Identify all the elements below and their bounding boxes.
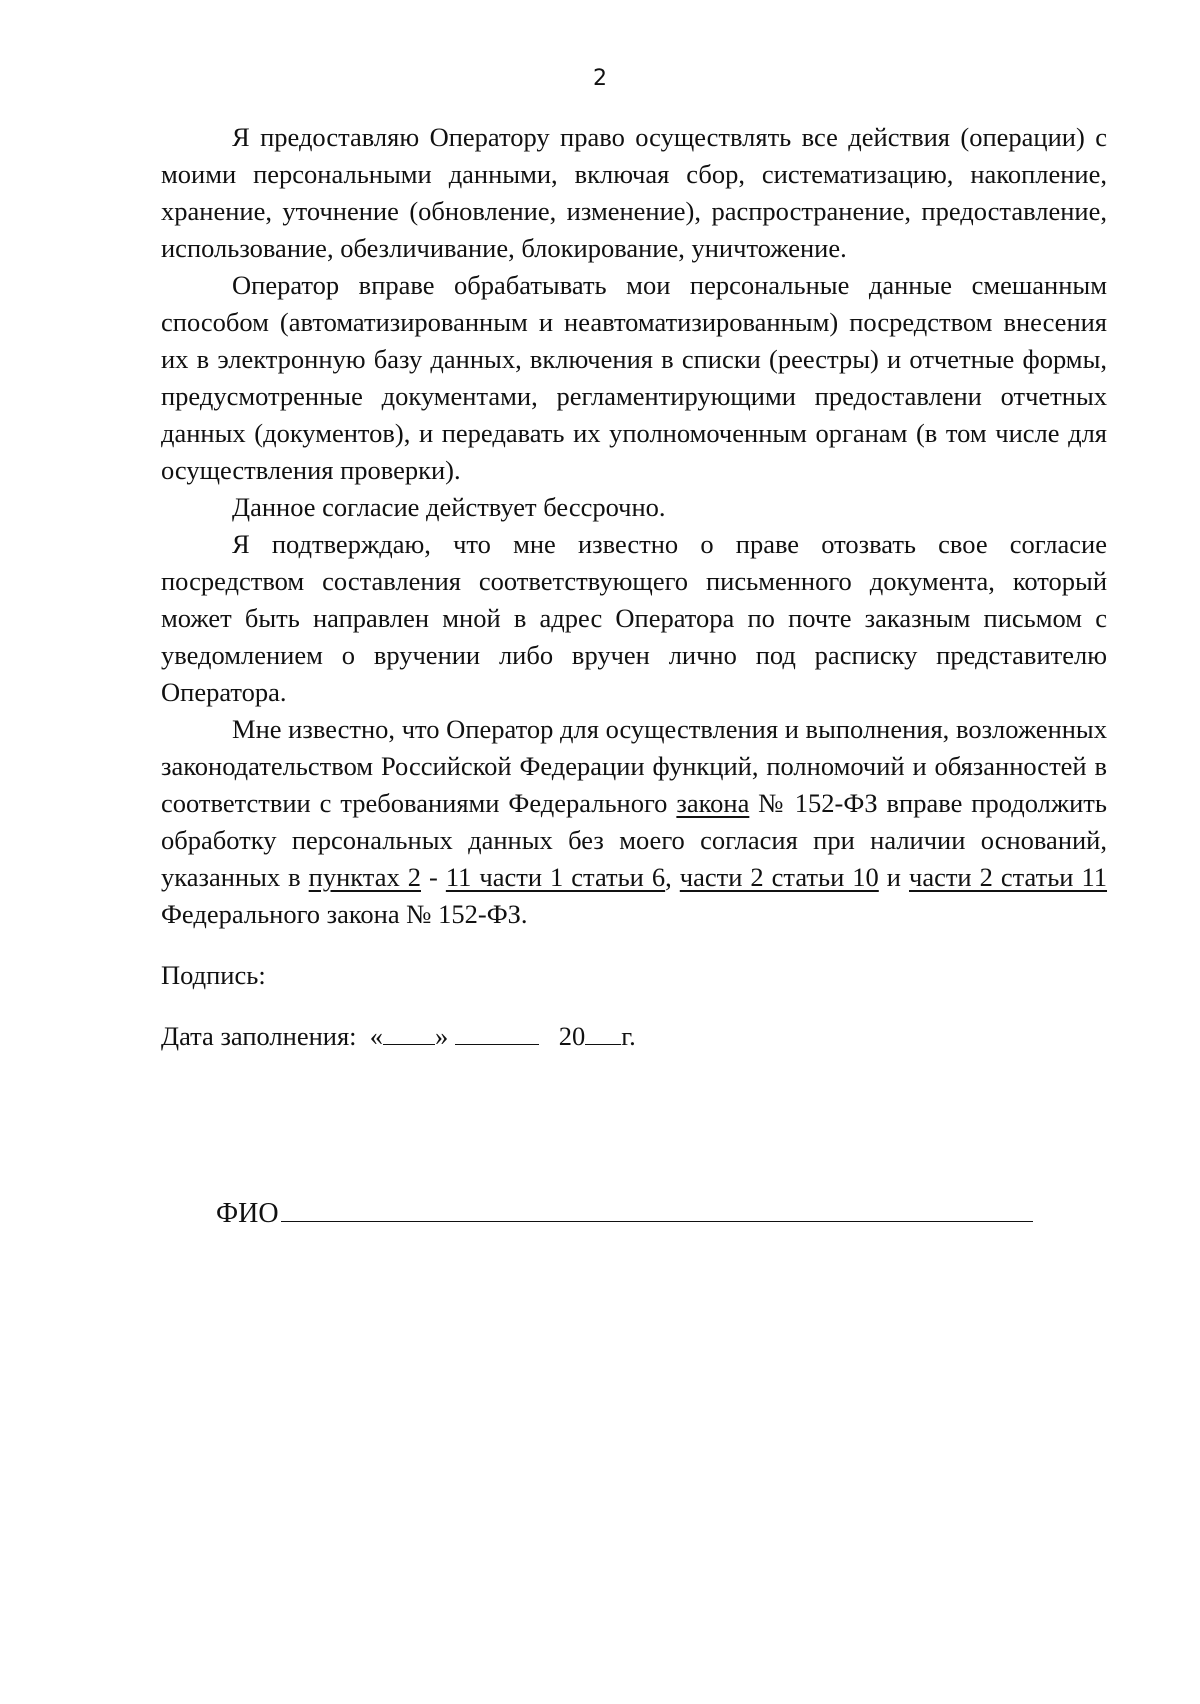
law-link[interactable]: закона [676, 788, 750, 818]
legal-basis-text: и [878, 862, 909, 892]
article-10-link[interactable]: части 2 статьи 10 [679, 862, 879, 892]
year-century: 20 [558, 1021, 586, 1051]
document-body [161, 119, 1107, 1055]
signature-label: Подпись: [161, 960, 266, 990]
clauses-link[interactable]: пунктах 2 [308, 862, 421, 892]
fill-date-line [161, 1018, 1107, 1055]
fio-blank-field[interactable] [281, 1197, 1033, 1222]
legal-basis-text: , [665, 862, 680, 892]
legal-basis-text: - [421, 862, 446, 892]
article-11-link[interactable]: части 2 статьи 11 [909, 862, 1108, 892]
paragraph-legal-basis [161, 711, 1107, 933]
paragraph-processing-method: Оператор вправе обрабатывать мои персональные данные смешанным способом (автоматизированным и неавтоматизированным) посредством внесения их в электронную базу данных, включения в списки (реестры) и отчетные формы, предусмотренные документами, регламентирующими предоставлени отчетных данных (документов), и передавать их уполномоченным органам (в том числе для осуществления проверки). [161, 270, 1107, 485]
paragraph-validity: Данное согласие действует бессрочно. [232, 492, 666, 522]
year-suffix: г. [621, 1021, 636, 1051]
paragraph-withdrawal: Я подтверждаю, что мне известно о праве отозвать свое согласие посредством составления соответствующего письменного документа, который может быть направлен мной в адрес Оператора по почте заказным письмом с уведомлением о вручении либо вручен лично под расписку представителю Оператора. [161, 529, 1107, 707]
page-number: 2 [593, 66, 607, 91]
paragraph-consent-actions: Я предоставляю Оператору право осуществлять все действия (операции) с моими персональными данными, включая сбор, систематизацию, накопление, хранение, уточнение (обновление, изменение), распространение, предоставление, использование, обезличивание, блокирование, уничтожение. [161, 122, 1107, 263]
signature-line [161, 957, 1107, 994]
fill-date-label: Дата заполнения: [161, 1021, 357, 1051]
legal-basis-text: № 152-ФЗ вправе продолжить обработку персональных данных без моего согласия при наличии оснований, указанных в [161, 788, 1107, 892]
close-quote: » [435, 1021, 449, 1051]
fio-line [216, 1197, 1033, 1230]
article-6-link[interactable]: 11 части 1 статьи 6 [445, 862, 666, 892]
legal-basis-text: Мне известно, что Оператор для осуществления и выполнения, возложенных законодательством Российской Федерации функций, полномочий и обязанностей в соответствии с требованиями Федерального [161, 714, 1107, 818]
day-blank-field[interactable] [383, 1018, 435, 1045]
open-quote: « [369, 1021, 383, 1051]
year-blank-field[interactable] [585, 1018, 621, 1045]
month-blank-field[interactable] [455, 1018, 539, 1045]
fio-label: ФИО [216, 1198, 279, 1229]
legal-basis-text: Федерального закона № 152-ФЗ. [161, 899, 528, 929]
